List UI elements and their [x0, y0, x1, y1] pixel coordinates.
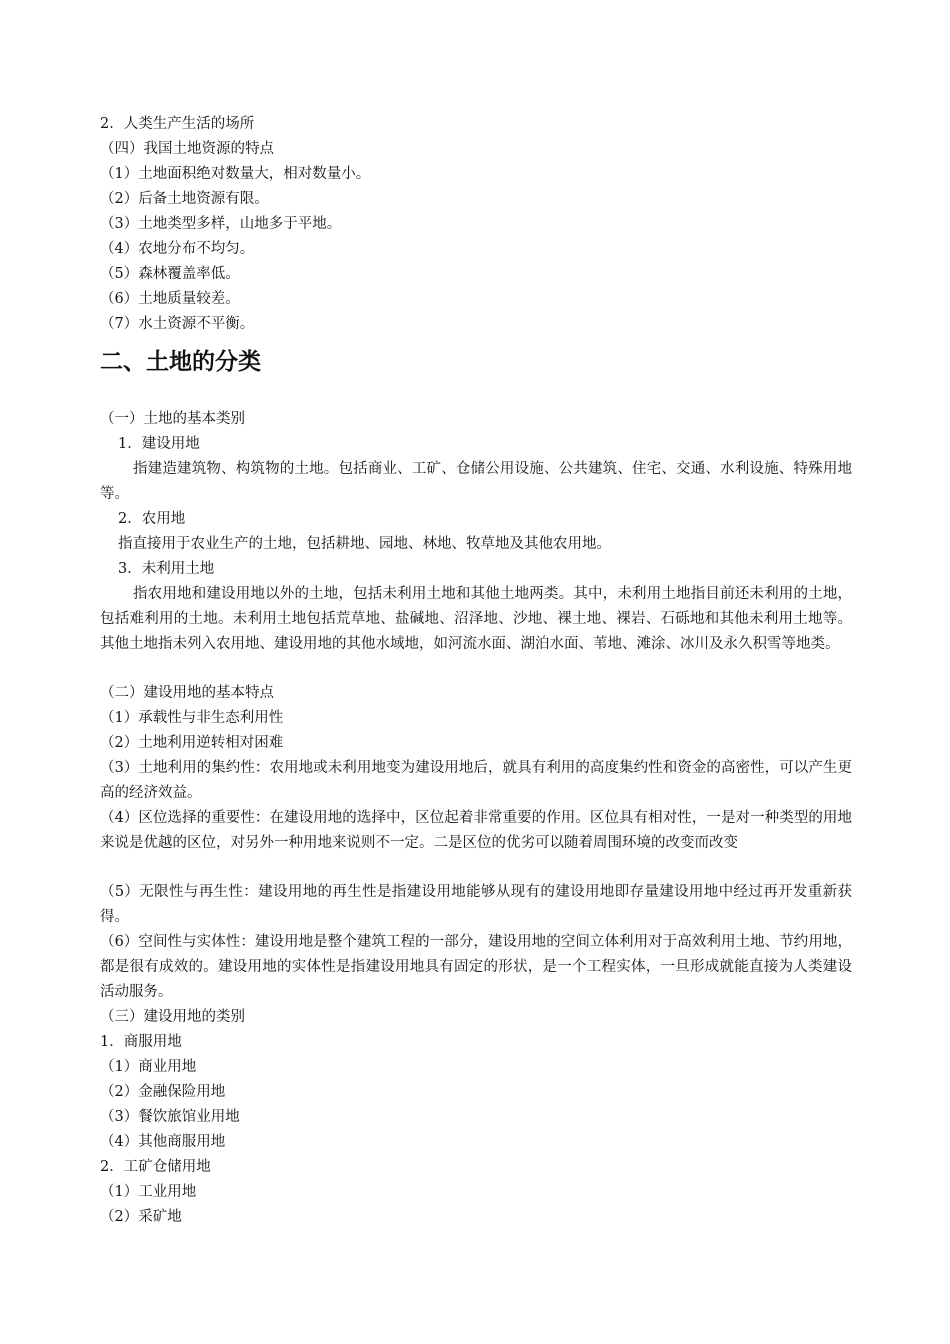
list-item: （2）采矿地 [100, 1209, 182, 1225]
list-item: （5）森林覆盖率低。 [100, 266, 240, 282]
subsection-heading: 2．工矿仓储用地 [100, 1159, 211, 1175]
list-item: （1）商业用地 [100, 1059, 197, 1075]
list-item: 2．人类生产生活的场所 [100, 116, 255, 132]
list-item: （1）承载性与非生态利用性 [100, 710, 284, 726]
paragraph: 指农用地和建设用地以外的土地，包括未利用土地和其他土地两类。其中，未利用土地指目前还未利用的土地，包括难利用的土地。未利用土地包括荒草地、盐碱地、沼泽地、沙地、裸土地、裸岩、石砾地和其他未利用土地等。其他土地指未列入农用地、建设用地的其他水域地，如河流水面、湖泊水面、苇地、滩涂、冰川及永久积雪等地类。 [100, 586, 852, 652]
list-item: （3）土地利用的集约性：农用地或未利用地变为建设用地后，就具有利用的高度集约性和资金的高密性，可以产生更高的经济效益。 [100, 760, 852, 801]
paragraph: 指直接用于农业生产的土地，包括耕地、园地、林地、牧草地及其他农用地。 [118, 536, 611, 552]
subsection-heading: 3．未利用土地 [118, 561, 215, 577]
list-item: （2）土地利用逆转相对困难 [100, 735, 284, 751]
section-heading: （四）我国土地资源的特点 [100, 141, 274, 157]
list-item: （2）金融保险用地 [100, 1084, 226, 1100]
subsection-heading: 2．农用地 [118, 511, 186, 527]
list-item: （6）空间性与实体性：建设用地是整个建筑工程的一部分，建设用地的空间立体利用对于高效利用土地、节约用地，都是很有成效的。建设用地的实体性是指建设用地具有固定的形状，是一个工程实体，一旦形成就能直接为人类建设活动服务。 [100, 934, 852, 1000]
section-heading: （三）建设用地的类别 [100, 1009, 245, 1025]
list-item: （1）工业用地 [100, 1184, 197, 1200]
list-item: （2）后备土地资源有限。 [100, 191, 269, 207]
list-item: （4）其他商服用地 [100, 1134, 226, 1150]
chapter-title: 二、土地的分类 [100, 349, 261, 375]
list-item: （5）无限性与再生性：建设用地的再生性是指建设用地能够从现有的建设用地即存量建设用地中经过再开发重新获得。 [100, 884, 852, 925]
paragraph: 指建造建筑物、构筑物的土地。包括商业、工矿、仓储公用设施、公共建筑、住宅、交通、水利设施、特殊用地等。 [100, 461, 852, 502]
list-item: （4）区位选择的重要性：在建设用地的选择中，区位起着非常重要的作用。区位具有相对性，一是对一种类型的用地来说是优越的区位，对另外一种用地来说则不一定。二是区位的优劣可以随着周围环境的改变而改变 [100, 810, 852, 851]
subsection-heading: 1．建设用地 [118, 436, 200, 452]
list-item: （7）水土资源不平衡。 [100, 316, 255, 332]
section-heading: （二）建设用地的基本特点 [100, 685, 274, 701]
subsection-heading: 1．商服用地 [100, 1034, 182, 1050]
section-heading: （一）土地的基本类别 [100, 411, 245, 427]
list-item: （3）土地类型多样，山地多于平地。 [100, 216, 342, 232]
list-item: （1）土地面积绝对数量大，相对数量小。 [100, 166, 371, 182]
list-item: （3）餐饮旅馆业用地 [100, 1109, 240, 1125]
list-item: （6）土地质量较差。 [100, 291, 240, 307]
list-item: （4）农地分布不均匀。 [100, 241, 255, 257]
